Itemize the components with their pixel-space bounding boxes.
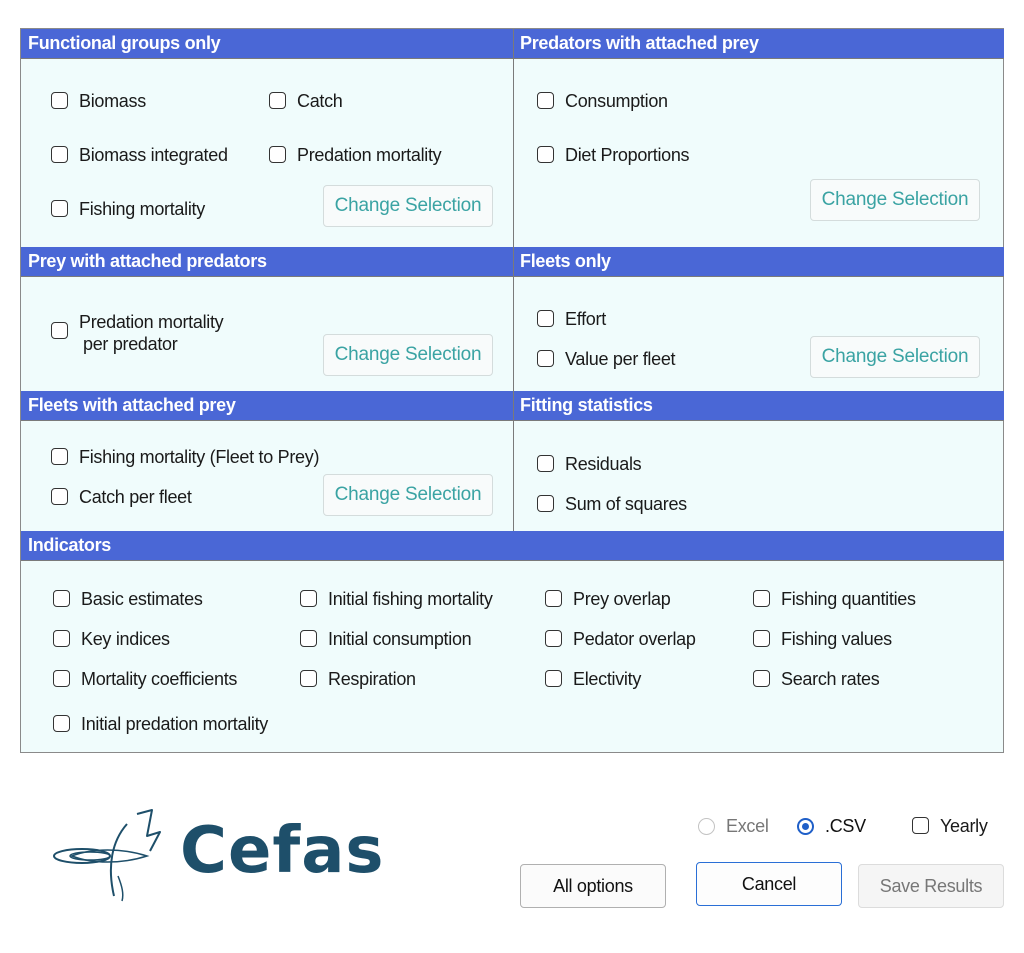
consumption-checkbox[interactable] bbox=[537, 91, 668, 112]
checkbox-box[interactable] bbox=[537, 92, 554, 109]
checkbox-label-line: Predation mortality bbox=[79, 312, 224, 332]
checkbox-label: Basic estimates bbox=[81, 589, 203, 609]
cefas-logo bbox=[52, 806, 392, 906]
predators-prey-change-selection-button[interactable]: Change Selection bbox=[810, 179, 980, 221]
prey-overlap-checkbox[interactable] bbox=[545, 589, 670, 610]
prey-predators-change-selection-button[interactable]: Change Selection bbox=[323, 334, 493, 376]
checkbox-box[interactable] bbox=[51, 488, 68, 505]
row-divider bbox=[21, 420, 1004, 421]
functional-groups-change-selection-button[interactable]: Change Selection bbox=[323, 185, 493, 227]
checkbox-label: Initial predation mortality bbox=[81, 714, 268, 734]
checkbox-box[interactable] bbox=[912, 817, 929, 834]
checkbox-label: Electivity bbox=[573, 669, 642, 689]
key-indices-checkbox[interactable] bbox=[53, 629, 170, 650]
checkbox-label: Yearly bbox=[940, 816, 988, 836]
checkbox-label: Mortality coefficients bbox=[81, 669, 238, 689]
checkbox-label: Biomass integrated bbox=[79, 145, 228, 165]
checkbox-label: Prey overlap bbox=[573, 589, 671, 609]
fleets-only-header: Fleets only bbox=[513, 247, 1004, 277]
checkbox-label: Residuals bbox=[565, 454, 642, 474]
initial-fishing-mortality-checkbox[interactable] bbox=[300, 589, 493, 610]
radio-selected-icon[interactable] bbox=[797, 818, 814, 835]
checkbox-box[interactable] bbox=[53, 715, 70, 732]
sum-of-squares-checkbox[interactable] bbox=[537, 494, 687, 515]
row-divider bbox=[21, 276, 1004, 277]
checkbox-box[interactable] bbox=[537, 350, 554, 367]
checkbox-box[interactable] bbox=[300, 590, 317, 607]
checkbox-box[interactable] bbox=[537, 455, 554, 472]
checkbox-box[interactable] bbox=[537, 310, 554, 327]
checkbox-box[interactable] bbox=[545, 670, 562, 687]
column-divider bbox=[513, 29, 514, 531]
checkbox-label: Search rates bbox=[781, 669, 880, 689]
checkbox-label: Value per fleet bbox=[565, 349, 676, 369]
cefas-fish-icon bbox=[52, 806, 182, 906]
checkbox-label: Catch bbox=[297, 91, 343, 111]
functional-groups-header: Functional groups only bbox=[21, 29, 513, 59]
checkbox-box[interactable] bbox=[300, 630, 317, 647]
radio-unselected-icon[interactable] bbox=[698, 818, 715, 835]
format-excel-radio[interactable] bbox=[698, 816, 769, 837]
mortality-coefficients-checkbox[interactable] bbox=[53, 669, 237, 690]
checkbox-label: Pedator overlap bbox=[573, 629, 696, 649]
search-rates-checkbox[interactable] bbox=[753, 669, 879, 690]
checkbox-box[interactable] bbox=[269, 92, 286, 109]
catch-checkbox[interactable] bbox=[269, 91, 343, 112]
checkbox-label: Fishing mortality bbox=[79, 199, 205, 219]
effort-checkbox[interactable] bbox=[537, 309, 606, 330]
radio-label: Excel bbox=[726, 816, 769, 836]
format-csv-radio[interactable] bbox=[797, 816, 866, 837]
checkbox-label: Sum of squares bbox=[565, 494, 687, 514]
value-per-fleet-checkbox[interactable] bbox=[537, 349, 675, 370]
fishing-quantities-checkbox[interactable] bbox=[753, 589, 916, 610]
initial-predation-mortality-checkbox[interactable] bbox=[53, 714, 268, 735]
fleets-only-change-selection-button[interactable]: Change Selection bbox=[810, 336, 980, 378]
checkbox-box[interactable] bbox=[300, 670, 317, 687]
checkbox-label: Consumption bbox=[565, 91, 668, 111]
predators-prey-header: Predators with attached prey bbox=[513, 29, 1004, 59]
checkbox-label: Biomass bbox=[79, 91, 146, 111]
checkbox-box[interactable] bbox=[51, 448, 68, 465]
checkbox-label: Predation mortality bbox=[297, 145, 442, 165]
checkbox-box[interactable] bbox=[537, 146, 554, 163]
all-options-button[interactable]: All options bbox=[520, 864, 666, 908]
checkbox-box[interactable] bbox=[545, 590, 562, 607]
checkbox-label: Diet Proportions bbox=[565, 145, 690, 165]
checkbox-label: Respiration bbox=[328, 669, 416, 689]
biomass-integrated-checkbox[interactable] bbox=[51, 145, 228, 166]
checkbox-label-line: per predator bbox=[83, 334, 178, 354]
checkbox-box[interactable] bbox=[53, 630, 70, 647]
checkbox-label: Initial consumption bbox=[328, 629, 472, 649]
yearly-checkbox[interactable] bbox=[912, 816, 988, 837]
fishing-mortality-checkbox[interactable] bbox=[51, 199, 205, 220]
checkbox-box[interactable] bbox=[51, 200, 68, 217]
biomass-checkbox[interactable] bbox=[51, 91, 146, 112]
row-divider bbox=[21, 560, 1004, 561]
checkbox-box[interactable] bbox=[51, 92, 68, 109]
fishing-mortality-fleet-to-prey-checkbox[interactable] bbox=[51, 447, 319, 468]
cefas-logo-text: Cefas bbox=[180, 814, 385, 888]
row-divider bbox=[21, 58, 1004, 59]
indicators-header: Indicators bbox=[21, 531, 1004, 561]
checkbox-label: Catch per fleet bbox=[79, 487, 192, 507]
predation-mortality-per-predator-checkbox[interactable] bbox=[51, 311, 223, 355]
fishing-values-checkbox[interactable] bbox=[753, 629, 892, 650]
checkbox-box[interactable] bbox=[51, 322, 68, 339]
electivity-checkbox[interactable] bbox=[545, 669, 641, 690]
checkbox-label: Fishing quantities bbox=[781, 589, 916, 609]
basic-estimates-checkbox[interactable] bbox=[53, 589, 203, 610]
catch-per-fleet-checkbox[interactable] bbox=[51, 487, 192, 508]
radio-label: .CSV bbox=[825, 816, 866, 836]
checkbox-box[interactable] bbox=[53, 590, 70, 607]
fitting-statistics-header: Fitting statistics bbox=[513, 391, 1004, 421]
predation-mortality-checkbox[interactable] bbox=[269, 145, 441, 166]
fleets-prey-change-selection-button[interactable]: Change Selection bbox=[323, 474, 493, 516]
checkbox-label bbox=[79, 311, 223, 355]
checkbox-box[interactable] bbox=[545, 630, 562, 647]
checkbox-box[interactable] bbox=[53, 670, 70, 687]
prey-predators-header: Prey with attached predators bbox=[21, 247, 513, 277]
checkbox-box[interactable] bbox=[537, 495, 554, 512]
predator-overlap-checkbox[interactable] bbox=[545, 629, 696, 650]
checkbox-box[interactable] bbox=[269, 146, 286, 163]
checkbox-label: Fishing values bbox=[781, 629, 892, 649]
checkbox-label: Key indices bbox=[81, 629, 170, 649]
checkbox-box[interactable] bbox=[753, 590, 770, 607]
export-options-panel bbox=[20, 28, 1004, 753]
residuals-checkbox[interactable] bbox=[537, 454, 641, 475]
initial-consumption-checkbox[interactable] bbox=[300, 629, 471, 650]
checkbox-label: Fishing mortality (Fleet to Prey) bbox=[79, 447, 320, 467]
checkbox-box[interactable] bbox=[51, 146, 68, 163]
diet-proportions-checkbox[interactable] bbox=[537, 145, 689, 166]
checkbox-label: Effort bbox=[565, 309, 606, 329]
checkbox-box[interactable] bbox=[753, 630, 770, 647]
respiration-checkbox[interactable] bbox=[300, 669, 416, 690]
save-results-button[interactable]: Save Results bbox=[858, 864, 1004, 908]
cancel-button[interactable]: Cancel bbox=[696, 862, 842, 906]
fleets-prey-header: Fleets with attached prey bbox=[21, 391, 513, 421]
checkbox-label: Initial fishing mortality bbox=[328, 589, 493, 609]
checkbox-box[interactable] bbox=[753, 670, 770, 687]
